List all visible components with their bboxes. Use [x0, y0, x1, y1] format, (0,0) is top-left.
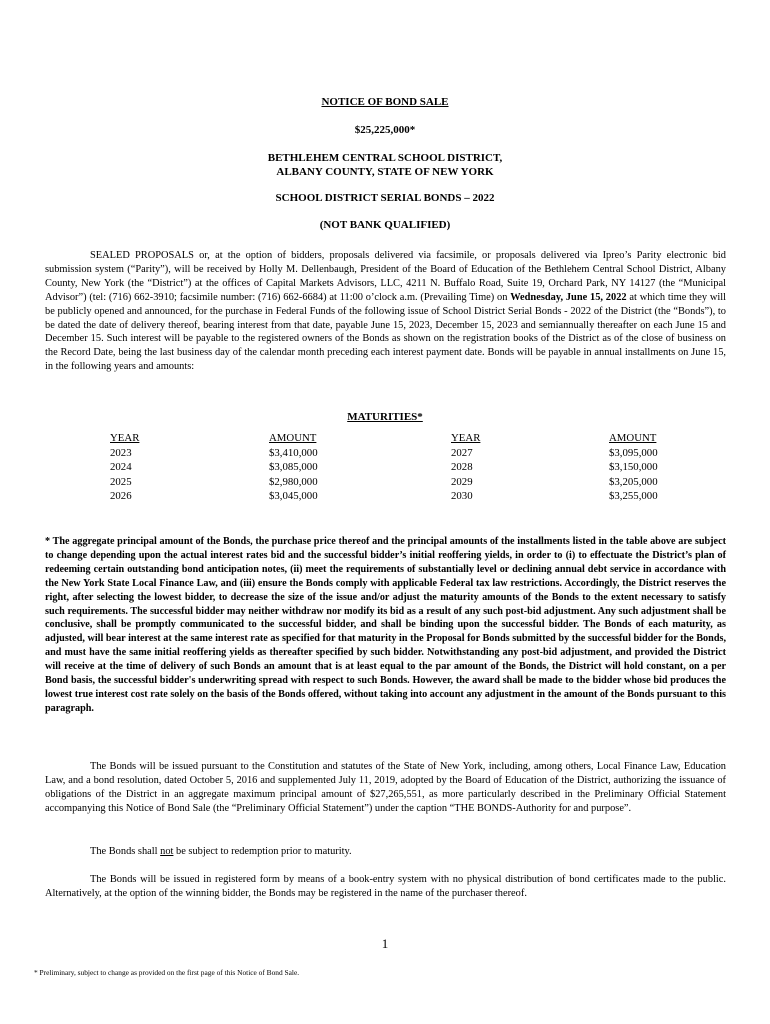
page-number: 1 — [381, 936, 389, 951]
amount-header: AMOUNT — [269, 432, 317, 444]
table-cell-year: 2027 — [451, 446, 473, 459]
table-cell-year: 2024 — [110, 461, 132, 473]
table-cell-amount: $3,045,000 — [269, 490, 318, 502]
year-column-left — [110, 431, 139, 504]
bond-amount: $25,225,000* — [354, 124, 416, 136]
table-cell-year: 2026 — [110, 490, 132, 502]
amount-column-left — [269, 431, 318, 504]
authority-paragraph: The Bonds will be issued pursuant to the Constitution and statutes of the State of New York, including, among others, Local Finance Law, Education Law, and a bond resolution, dated October 5, 2016 and supplemented July 11, 2019, adopted by the Board of Education of the District, authorizing the issuance of obligations of the District in an aggregate maximum principal amount of $27,265,551, as more particularly described in the Preliminary Official Statement accompanying this Notice of Bond Sale (the “Preliminary Official Statement”) under the caption “THE BONDS-Authority for and purpose”. — [45, 761, 726, 814]
table-cell-amount: $3,095,000 — [609, 446, 658, 459]
year-header: YEAR — [110, 432, 140, 444]
bond-series: SCHOOL DISTRICT SERIAL BONDS – 2022 — [275, 192, 495, 204]
redemption-emphasis: not — [160, 846, 174, 857]
qualification-note: (NOT BANK QUALIFIED) — [319, 219, 451, 231]
table-cell-amount: $3,255,000 — [609, 490, 658, 502]
intro-paragraph — [45, 249, 726, 374]
table-cell-amount: $3,205,000 — [609, 475, 658, 488]
redemption-text-2: be subject to redemption prior to maturity. — [173, 846, 352, 857]
amount-header: AMOUNT — [609, 432, 657, 444]
sale-date: Wednesday, June 15, 2022 — [510, 291, 627, 303]
footnote: * Preliminary, subject to change as provided on the first page of this Notice of Bond Sale. — [34, 968, 300, 977]
intro-text-1: SEALED PROPOSALS or, at the option of bidders, proposals delivered via facsimile, or proposals delivered via Ipreo’s Parity electronic bid submission system (“Parity”), will be received by Holly M. Dellenbaugh, President of the Board of Education of the Bethlehem Central School District, Albany County, New York (the “District”) at the offices of Capital Markets Advisors, LLC, 4211 N. Buffalo Road, Suite 19, Orchard Park, NY 14127 (the “Municipal Advisor”) (tel: (716) 662-3910; facsimile number: (716) 662-6684) at 11:00 o’clock a.m. (Prevailing Time) on — [45, 250, 726, 303]
notice-title: NOTICE OF BOND SALE — [321, 96, 449, 108]
table-cell-year: 2028 — [451, 461, 473, 473]
registration-paragraph: The Bonds will be issued in registered form by means of a book-entry system with no physical distribution of bond certificates made to the public. Alternatively, at the option of the winning bidder, the Bonds may be registered in the name of the purchaser thereof. — [45, 874, 726, 899]
redemption-text-1: The Bonds shall — [90, 846, 161, 857]
amount-column-right — [609, 431, 658, 504]
table-cell-amount: $3,410,000 — [269, 446, 318, 459]
table-cell-year: 2025 — [110, 475, 132, 488]
year-column-right — [451, 431, 480, 504]
table-cell-amount: $3,150,000 — [609, 461, 658, 473]
table-cell-amount: $2,980,000 — [269, 475, 318, 488]
adjustment-paragraph: * The aggregate principal amount of the Bonds, the purchase price thereof and the principal amounts of the installments listed in the table above are subject to change depending upon the actual interest rates bid and the successful bidder’s initial reoffering yields, in order to (i) to effectuate the District’s plan of redeeming certain outstanding bond anticipation notes, (ii) meet the requirements of substantially level or declining annual debt service in accordance with the New York State Local Finance Law, and (iii) ensure the Bonds comply with applicable Federal tax law restrictions. Accordingly, the District reserves the right, after selecting the lowest bidder, to decrease the size of the issue and/or adjust the maturity amounts of the Bonds to the extent necessary to satisfy such requirements. The successful bidder may neither withdraw nor modify its bid as a result of any such post-bid adjustment. Any such adjustment shall be conclusive, shall be promptly communicated to the successful bidder, and shall be binding upon the successful bidder. The Bonds of each maturity, as adjusted, will bear interest at the same interest rate as specified for that maturity in the Proposal for Bonds submitted by the successful bidder for the Bonds, and must have the same initial reoffering yields as thereafter specified by such bidder. Notwithstanding any post-bid adjustment, and provided the District will receive at the time of delivery of such Bonds an amount that is at least equal to the par amount of the Bonds, the District will hold constant, on a per Bond basis, the successful bidder's underwriting spread with respect to such Bonds. However, the award shall be made to the bidder whose bid produces the lowest true interest cost rate solely on the basis of the Bonds offered, without taking into account any adjustment in the amount of the Bonds pursuant to this paragraph. — [45, 536, 726, 714]
issuer-line-1: BETHLEHEM CENTRAL SCHOOL DISTRICT, — [267, 152, 503, 164]
table-cell-amount: $3,085,000 — [269, 461, 318, 473]
table-cell-year: 2029 — [451, 475, 473, 488]
issuer-line-2: ALBANY COUNTY, STATE OF NEW YORK — [276, 166, 494, 178]
table-cell-year: 2030 — [451, 490, 473, 502]
intro-text-2: at which time they will be publicly opened and announced, for the purchase in Federal Funds of the following issue of School District Serial Bonds - 2022 of the District (the “Bonds”), to be dated the date of delivery thereof, bearing interest from that date, payable June 15, 2023, December 15, 2023 and semiannually thereafter on each June 15 and December 15. Such interest will be payable to the registered owners of the Bonds as shown on the registration books of the District as of the close of business on the Record Date, being the last business day of the calendar month preceding each interest payment date. Bonds will be payable in annual installments on June 15, in the following years and amounts: — [45, 291, 727, 373]
year-header: YEAR — [451, 432, 481, 444]
redemption-paragraph — [45, 845, 726, 859]
table-cell-year: 2023 — [110, 446, 132, 459]
maturities-heading: MATURITIES* — [347, 411, 423, 423]
